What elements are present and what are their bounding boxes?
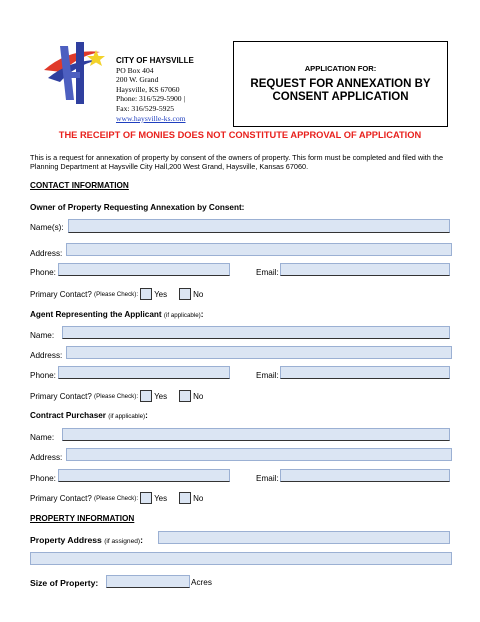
application-for-label: APPLICATION FOR: <box>304 64 377 73</box>
no-label: No <box>193 289 204 299</box>
primary-contact-label: Primary Contact? <box>30 289 92 299</box>
purchaser-heading-row: Contract Purchaser (if applicable): <box>30 411 148 420</box>
purchaser-address-label: Address: <box>30 453 63 462</box>
po-box: PO Box 404 <box>116 65 154 75</box>
property-address-field-1[interactable] <box>158 531 450 544</box>
agent-heading: Agent Representing the Applicant <box>30 310 162 319</box>
size-field[interactable] <box>106 575 190 588</box>
purchaser-no-checkbox[interactable] <box>179 492 191 504</box>
purchaser-note: (if applicable) <box>108 413 146 420</box>
yes-label: Yes <box>154 391 168 401</box>
owner-names-label: Name(s): <box>30 223 64 232</box>
agent-yes-checkbox[interactable] <box>140 390 152 402</box>
city-state-zip: Haysville, KS 67060 <box>116 84 180 94</box>
no-label: No <box>193 391 204 401</box>
purchaser-email-field[interactable] <box>280 469 450 482</box>
street: 200 W. Grand <box>116 75 159 85</box>
purchaser-yes-checkbox[interactable] <box>140 492 152 504</box>
purchaser-name-field[interactable] <box>62 428 450 441</box>
agent-no-checkbox[interactable] <box>179 390 191 402</box>
please-check-label: (Please Check): <box>94 494 139 502</box>
owner-address-field[interactable] <box>66 243 452 256</box>
purchaser-heading: Contract Purchaser <box>30 411 106 420</box>
no-label: No <box>193 493 204 503</box>
agent-address-label: Address: <box>30 351 63 360</box>
yes-label: Yes <box>154 493 168 503</box>
agent-email-label: Email: <box>256 371 279 380</box>
property-address-note: (if assigned) <box>104 538 141 545</box>
agent-email-field[interactable] <box>280 366 450 379</box>
warning-notice: THE RECEIPT OF MONIES DOES NOT CONSTITUTE APPROVAL OF APPLICATION <box>58 130 422 140</box>
purchaser-email-label: Email: <box>256 474 279 483</box>
agent-primary-contact <box>30 390 203 402</box>
owner-no-checkbox[interactable] <box>179 288 191 300</box>
agent-phone-field[interactable] <box>58 366 230 379</box>
property-section-heading: PROPERTY INFORMATION <box>30 514 135 523</box>
property-address-field-2[interactable] <box>30 552 452 565</box>
acres-label: Acres <box>191 578 212 587</box>
haysville-logo <box>40 38 106 110</box>
owner-yes-checkbox[interactable] <box>140 288 152 300</box>
application-title-line2: CONSENT APPLICATION <box>272 90 409 103</box>
agent-note: (if applicable) <box>163 312 201 319</box>
owner-names-field[interactable] <box>68 219 450 233</box>
agent-name-label: Name: <box>30 331 55 340</box>
agent-name-field[interactable] <box>62 326 450 339</box>
primary-contact-label: Primary Contact? <box>30 493 92 503</box>
application-title-line1: REQUEST FOR ANNEXATION BY <box>250 78 431 90</box>
yes-label: Yes <box>154 289 168 299</box>
purchaser-address-field[interactable] <box>66 448 452 461</box>
owner-heading: Owner of Property Requesting Annexation by Consent: <box>30 203 245 212</box>
owner-phone-label: Phone: <box>30 268 56 277</box>
please-check-label: (Please Check): <box>94 392 139 400</box>
property-address-label: Property Address <box>30 535 102 545</box>
owner-email-field[interactable] <box>280 263 450 276</box>
purchaser-primary-contact <box>30 492 203 504</box>
primary-contact-label: Primary Contact? <box>30 391 92 401</box>
website-link[interactable]: www.haysville-ks.com <box>116 113 186 123</box>
purchaser-phone-label: Phone: <box>30 474 56 483</box>
city-name: CITY OF HAYSVILLE <box>116 56 194 65</box>
purchaser-phone-field[interactable] <box>58 469 230 482</box>
agent-phone-label: Phone: <box>30 371 56 380</box>
intro-paragraph: This is a request for annexation of property by consent of the owners of property. This form must be completed and filed with the Planning Department at Haysville City Hall,200 West Grand, Haysville, Kansas 67060. <box>30 153 444 171</box>
application-title-box <box>233 41 448 127</box>
property-address-label-row: Property Address (if assigned): <box>30 535 143 545</box>
application-title <box>234 78 447 103</box>
agent-address-field[interactable] <box>66 346 452 359</box>
please-check-label: (Please Check): <box>94 290 139 298</box>
purchaser-name-label: Name: <box>30 433 55 442</box>
city-fax: Fax: 316/529-5925 <box>116 103 175 113</box>
size-label: Size of Property: <box>30 578 99 588</box>
owner-primary-contact <box>30 288 203 300</box>
owner-phone-field[interactable] <box>58 263 230 276</box>
contact-section-heading: CONTACT INFORMATION <box>30 181 129 190</box>
city-address-block <box>116 56 194 123</box>
owner-address-label: Address: <box>30 249 63 258</box>
owner-email-label: Email: <box>256 268 279 277</box>
agent-heading-row: Agent Representing the Applicant (if applicable): <box>30 310 204 319</box>
city-phone: Phone: 316/529-5900 | <box>116 94 186 104</box>
